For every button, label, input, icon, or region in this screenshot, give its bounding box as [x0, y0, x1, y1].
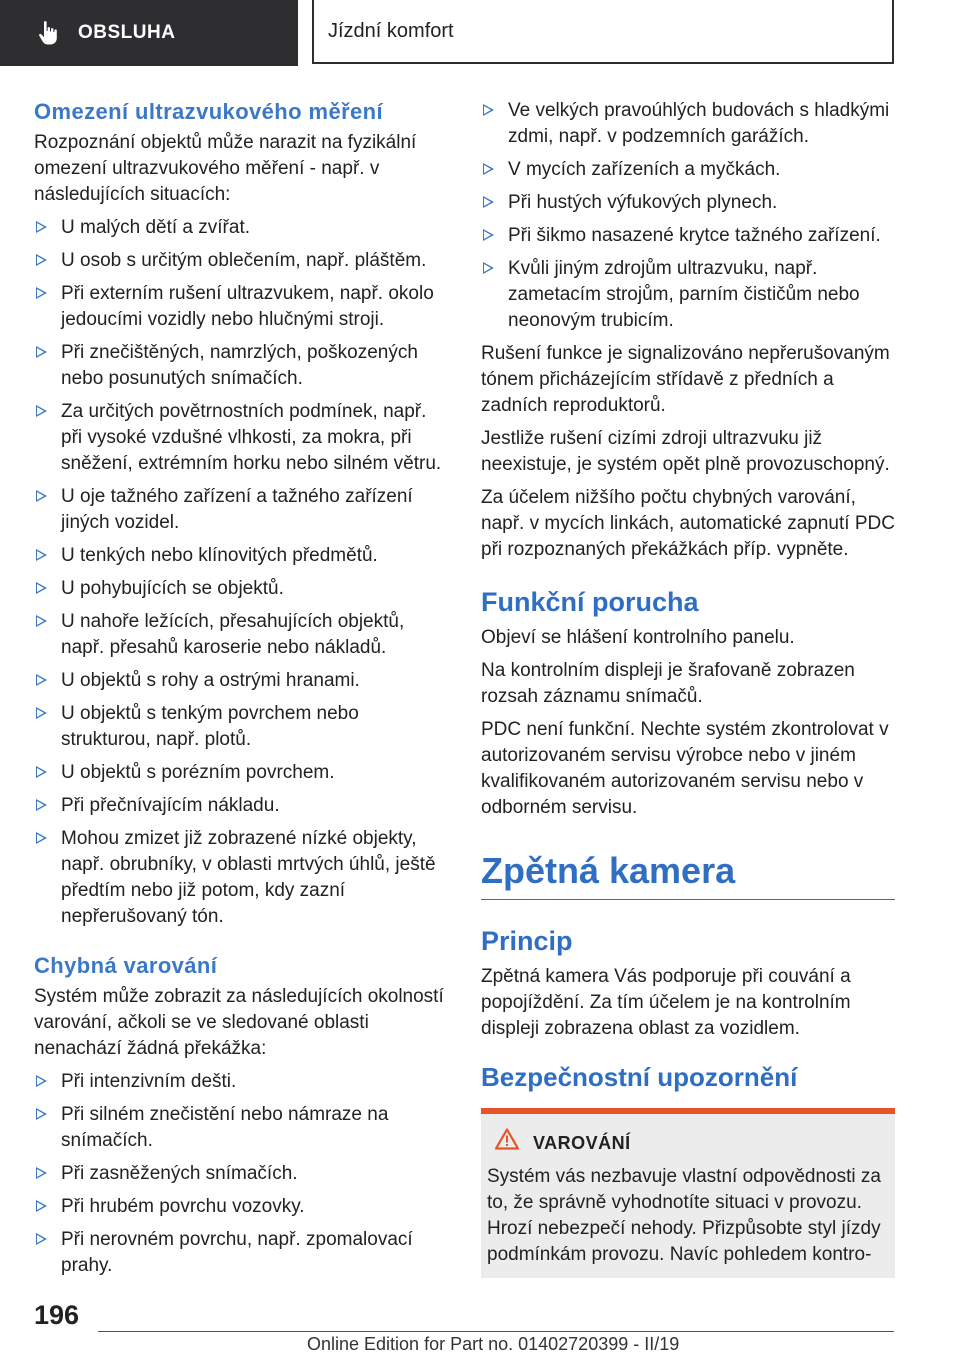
list-item: Při šikmo nasazené krytce tažného zařízení.	[481, 223, 895, 249]
list-item: Ve velkých pravoúhlých budovách s hladkými zdmi, např. v podzemních garážích.	[481, 98, 895, 150]
bullet-triangle-icon	[36, 405, 47, 417]
list-item: V mycích zařízeních a myčkách.	[481, 157, 895, 183]
bullet-triangle-icon	[36, 221, 47, 233]
list-item: Mohou zmizet již zobrazené nízké objekty, např. obrubníky, v oblasti mrtvých úhlů, ještě předtím nebo již potom, kdy zazní nepřerušovaný tón.	[34, 826, 448, 930]
paragraph-limits: Rozpoznání objektů může narazit na fyzikální omezení ultrazvukového měření - např. v následujících situacích:	[34, 132, 417, 205]
list-item: Při znečištěných, namrzlých, poškozených nebo posunutých snímačích.	[34, 340, 448, 392]
bullet-triangle-icon	[36, 1075, 47, 1087]
list-item: U osob s určitým oblečením, např. pláštěm.	[34, 248, 448, 274]
list-item: Při zasněžených snímačích.	[34, 1161, 448, 1187]
warning-box	[481, 1108, 895, 1278]
list-item: U malých dětí a zvířat.	[34, 215, 448, 241]
section-label: OBSLUHA	[78, 22, 176, 43]
list-item: Při nerovném povrchu, např. zpomalovací prahy.	[34, 1227, 448, 1279]
bullet-triangle-icon	[36, 549, 47, 561]
bullet-triangle-icon	[36, 707, 47, 719]
bullet-triangle-icon	[36, 254, 47, 266]
chapter-tab	[312, 0, 894, 64]
list-item: Při hrubém povrchu vozovky.	[34, 1194, 448, 1220]
right-column	[481, 98, 895, 1278]
list-item: Při intenzivním dešti.	[34, 1069, 448, 1095]
edition-text: Online Edition for Part no. 01402720399 - II/19	[307, 1334, 680, 1354]
warning-triangle-icon	[495, 1128, 519, 1158]
bullet-triangle-icon	[36, 1200, 47, 1212]
list-item: Za určitých povětrnostních podmínek, např. při vysoké vzdušné vlhkosti, za mokra, při sněžení, extrémním horku nebo silném větru.	[34, 399, 448, 477]
list-item: U oje tažného zařízení a tažného zařízení jiných vozidel.	[34, 484, 448, 536]
bullet-triangle-icon	[36, 674, 47, 686]
heading-limits: Omezení ultrazvukového měření	[34, 99, 384, 124]
list-item: Při externím rušení ultrazvukem, např. okolo jedoucími vozidly nebo hlučnými stroji.	[34, 281, 448, 333]
bullet-triangle-icon	[36, 799, 47, 811]
section-tab	[0, 0, 298, 66]
paragraph-fault-1: Objeví se hlášení kontrolního panelu.	[481, 627, 795, 648]
bullet-triangle-icon	[36, 1108, 47, 1120]
bullet-triangle-icon	[483, 104, 494, 116]
warning-title	[495, 1128, 889, 1158]
bullet-triangle-icon	[36, 346, 47, 358]
hand-pointer-icon	[38, 20, 62, 46]
bullet-triangle-icon	[483, 229, 494, 241]
bullet-triangle-icon	[36, 615, 47, 627]
bullet-triangle-icon	[36, 490, 47, 502]
chapter-label: Jízdní komfort	[328, 19, 454, 42]
paragraph-signal: Rušení funkce je signalizováno nepřerušovaným tónem přicházejícím střídavě z předních a zadních reproduktorů.	[481, 343, 890, 416]
page-number: 196	[34, 1300, 80, 1330]
footer-divider	[98, 1331, 894, 1332]
bullet-triangle-icon	[483, 196, 494, 208]
bullet-triangle-icon	[483, 163, 494, 175]
paragraph-false-warnings: Systém může zobrazit za následujících okolností varování, ačkoli se ve sledované oblasti nenachází žádná překážka:	[34, 986, 444, 1059]
warning-label: VAROVÁNÍ	[533, 1133, 631, 1153]
list-item: U tenkých nebo klínovitých předmětů.	[34, 543, 448, 569]
paragraph-recovery: Jestliže rušení cizími zdroji ultrazvuku již neexistuje, je systém opět plně provozuschopný.	[481, 428, 890, 475]
bullet-triangle-icon	[483, 262, 494, 274]
list-item: U nahoře ležících, přesahujících objektů, např. přesahů karoserie nebo nákladů.	[34, 609, 448, 661]
list-item: U objektů s porézním povrchem.	[34, 760, 448, 786]
list-item: Při silném znečistění nebo námraze na snímačích.	[34, 1102, 448, 1154]
bullet-triangle-icon	[36, 1167, 47, 1179]
paragraph-principle: Zpětná kamera Vás podporuje při couvání a popojíždění. Za tím účelem je na kontrolním displeji zobrazena oblast za vozidlem.	[481, 966, 851, 1039]
left-column	[34, 98, 448, 1286]
list-item: Při hustých výfukových plynech.	[481, 190, 895, 216]
bullet-triangle-icon	[36, 1233, 47, 1245]
bullet-triangle-icon	[36, 582, 47, 594]
bullet-triangle-icon	[36, 832, 47, 844]
bullet-triangle-icon	[36, 287, 47, 299]
list-item: U objektů s rohy a ostrými hranami.	[34, 668, 448, 694]
paragraph-fault-2: Na kontrolním displeji je šrafovaně zobrazen rozsah záznamu snímačů.	[481, 660, 855, 707]
heading-safety: Bezpečnostní upozornění	[481, 1062, 798, 1092]
list-item: Kvůli jiným zdrojům ultrazvuku, např. zametacím strojům, parním čističům nebo neonovým trubicím.	[481, 256, 895, 334]
list-item: U pohybujících se objektů.	[34, 576, 448, 602]
paragraph-pdc-tip: Za účelem nižšího počtu chybných varování, např. v mycích linkách, automatické zapnutí PDC při rozpoznaných překážkách příp. vypněte.	[481, 487, 895, 560]
paragraph-fault-3: PDC není funkční. Nechte systém zkontrolovat v autorizovaném servisu výrobce nebo v jiném kvalifikovaném autorizovaném servisu nebo v odborném servisu.	[481, 719, 889, 818]
heading-rear-camera: Zpětná kamera	[481, 849, 895, 900]
heading-principle: Princip	[481, 926, 573, 956]
list-item: Při přečnívajícím nákladu.	[34, 793, 448, 819]
bullet-triangle-icon	[36, 766, 47, 778]
list-item: U objektů s tenkým povrchem nebo strukturou, např. plotů.	[34, 701, 448, 753]
heading-fault: Funkční porucha	[481, 587, 699, 617]
continued-limits-list	[481, 98, 895, 334]
limits-list	[34, 215, 448, 930]
warning-text: Systém vás nezbavuje vlastní odpovědnosti za to, že správně vyhodnotíte situaci v provozu. Hrozí nebezpečí nehody. Přizpůsobte styl jízdy podmínkám provozu. Navíc pohledem kontro-	[487, 1166, 881, 1265]
heading-false-warnings: Chybná varování	[34, 953, 218, 978]
false-warnings-list	[34, 1069, 448, 1279]
